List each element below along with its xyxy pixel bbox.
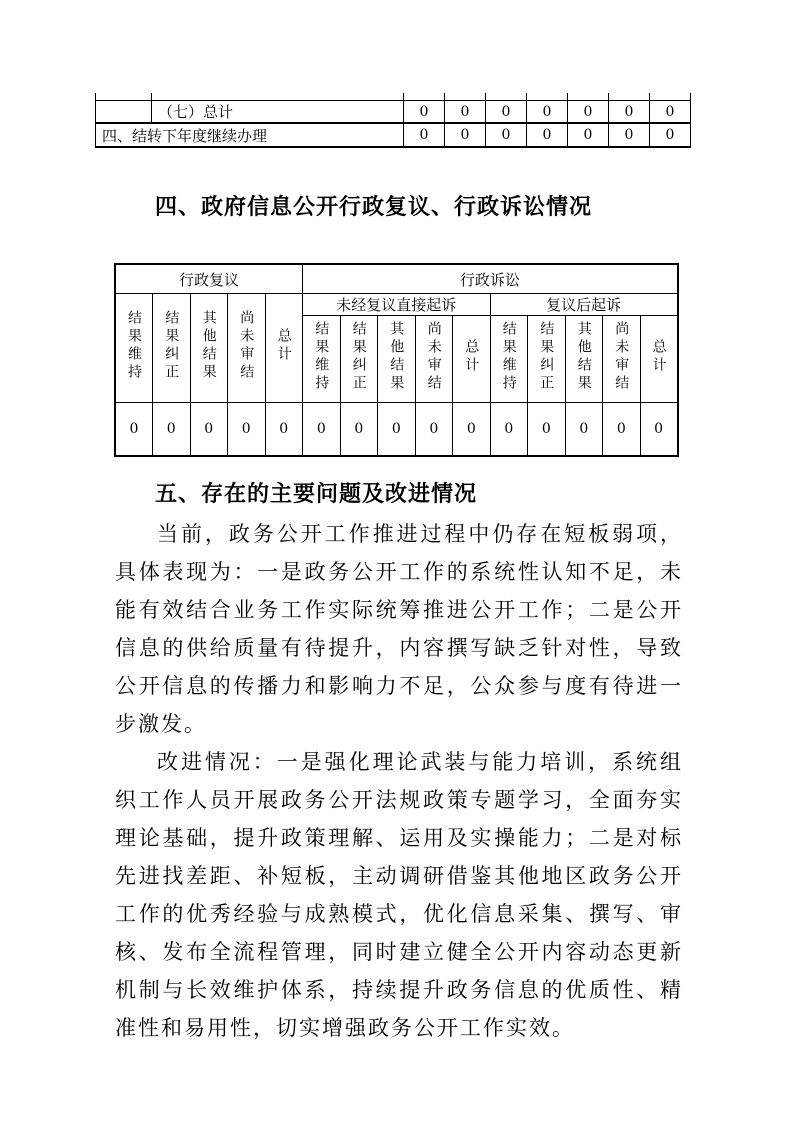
stub-cell (96, 93, 152, 101)
value-cell: 0 (265, 403, 303, 457)
section-five-heading: 五、存在的主要问题及改进情况 (155, 482, 478, 507)
value-cell: 0 (527, 101, 568, 124)
stub-cell (404, 93, 445, 101)
column-header: 总计 (640, 316, 678, 403)
value-row (115, 403, 678, 457)
value-cell: 0 (528, 403, 566, 457)
subgroup-header-row (115, 294, 678, 316)
section-four-heading: 四、政府信息公开行政复议、行政诉讼情况 (155, 195, 593, 220)
value-cell: 0 (565, 403, 603, 457)
value-cell: 0 (490, 403, 528, 457)
column-header: 尚未审结 (228, 294, 266, 403)
carryover-table (95, 93, 691, 148)
group-header-row (115, 264, 678, 294)
value-cell: 0 (609, 123, 650, 147)
stub-cell (486, 93, 527, 101)
column-header: 总计 (265, 294, 303, 403)
value-cell: 0 (453, 403, 491, 457)
column-header: 结果维持 (115, 294, 153, 403)
table-row (96, 93, 691, 101)
value-cell: 0 (640, 403, 678, 457)
table-row (96, 123, 691, 147)
value-cell: 0 (115, 403, 153, 457)
stub-cell (152, 93, 404, 101)
value-cell: 0 (603, 403, 641, 457)
column-header: 尚未审结 (603, 316, 641, 403)
row-label: 四、结转下年度继续办理 (96, 123, 404, 147)
row-label: （七）总计 (152, 101, 404, 124)
value-cell: 0 (527, 123, 568, 147)
table-row (96, 101, 691, 124)
value-cell: 0 (415, 403, 453, 457)
column-header: 总计 (453, 316, 491, 403)
value-cell: 0 (486, 123, 527, 147)
value-cell: 0 (340, 403, 378, 457)
value-cell: 0 (568, 101, 609, 124)
column-header: 其他结果 (190, 294, 228, 403)
stub-cell (445, 93, 486, 101)
group-header-reconsideration: 行政复议 (115, 264, 303, 294)
value-cell: 0 (153, 403, 191, 457)
value-cell: 0 (568, 123, 609, 147)
section-five-body (115, 515, 683, 1047)
value-cell: 0 (445, 101, 486, 124)
value-cell: 0 (190, 403, 228, 457)
column-header: 结果纠正 (528, 316, 566, 403)
subgroup-header-after-review-suit: 复议后起诉 (490, 294, 678, 316)
value-cell: 0 (609, 101, 650, 124)
paragraph-improvements: 改进情况：一是强化理论武装与能力培训，系统组织工作人员开展政务公开法规政策专题学习，全面夯实理论基础，提升政策理解、运用及实操能力；二是对标先进找差距、补短板，主动调研借鉴其他地区政务公开工作的优秀经验与成熟模式，优化信息采集、撰写、审核、发布全流程管理，同时建立健全公开内容动态更新机制与长效维护体系，持续提升政务信息的优质性、精准性和易用性，切实增强政务公开工作实效。 (115, 750, 683, 1040)
stub-cell (609, 93, 650, 101)
value-cell: 0 (650, 101, 691, 124)
value-cell: 0 (650, 123, 691, 147)
value-cell: 0 (404, 123, 445, 147)
column-header: 其他结果 (378, 316, 416, 403)
stub-cell (650, 93, 691, 101)
value-cell: 0 (486, 101, 527, 124)
column-header: 尚未审结 (415, 316, 453, 403)
paragraph-problems: 当前，政务公开工作推进过程中仍存在短板弱项，具体表现为：一是政务公开工作的系统性认知不足，未能有效结合业务工作实际统筹推进公开工作；二是公开信息的供给质量有待提升，内容撰写缺乏针对性，导致公开信息的传播力和影响力不足，公众参与度有待进一步激发。 (115, 522, 683, 736)
stub-cell (568, 93, 609, 101)
column-header: 结果维持 (490, 316, 528, 403)
group-header-litigation: 行政诉讼 (303, 264, 678, 294)
value-cell: 0 (378, 403, 416, 457)
empty-cell (96, 101, 152, 124)
subgroup-header-direct-suit: 未经复议直接起诉 (303, 294, 491, 316)
column-header: 结果纠正 (340, 316, 378, 403)
column-header: 结果维持 (303, 316, 341, 403)
value-cell: 0 (303, 403, 341, 457)
value-cell: 0 (445, 123, 486, 147)
value-cell: 0 (228, 403, 266, 457)
review-litigation-table (114, 263, 679, 457)
value-cell: 0 (404, 101, 445, 124)
column-header: 其他结果 (565, 316, 603, 403)
stub-cell (527, 93, 568, 101)
column-header: 结果纠正 (153, 294, 191, 403)
